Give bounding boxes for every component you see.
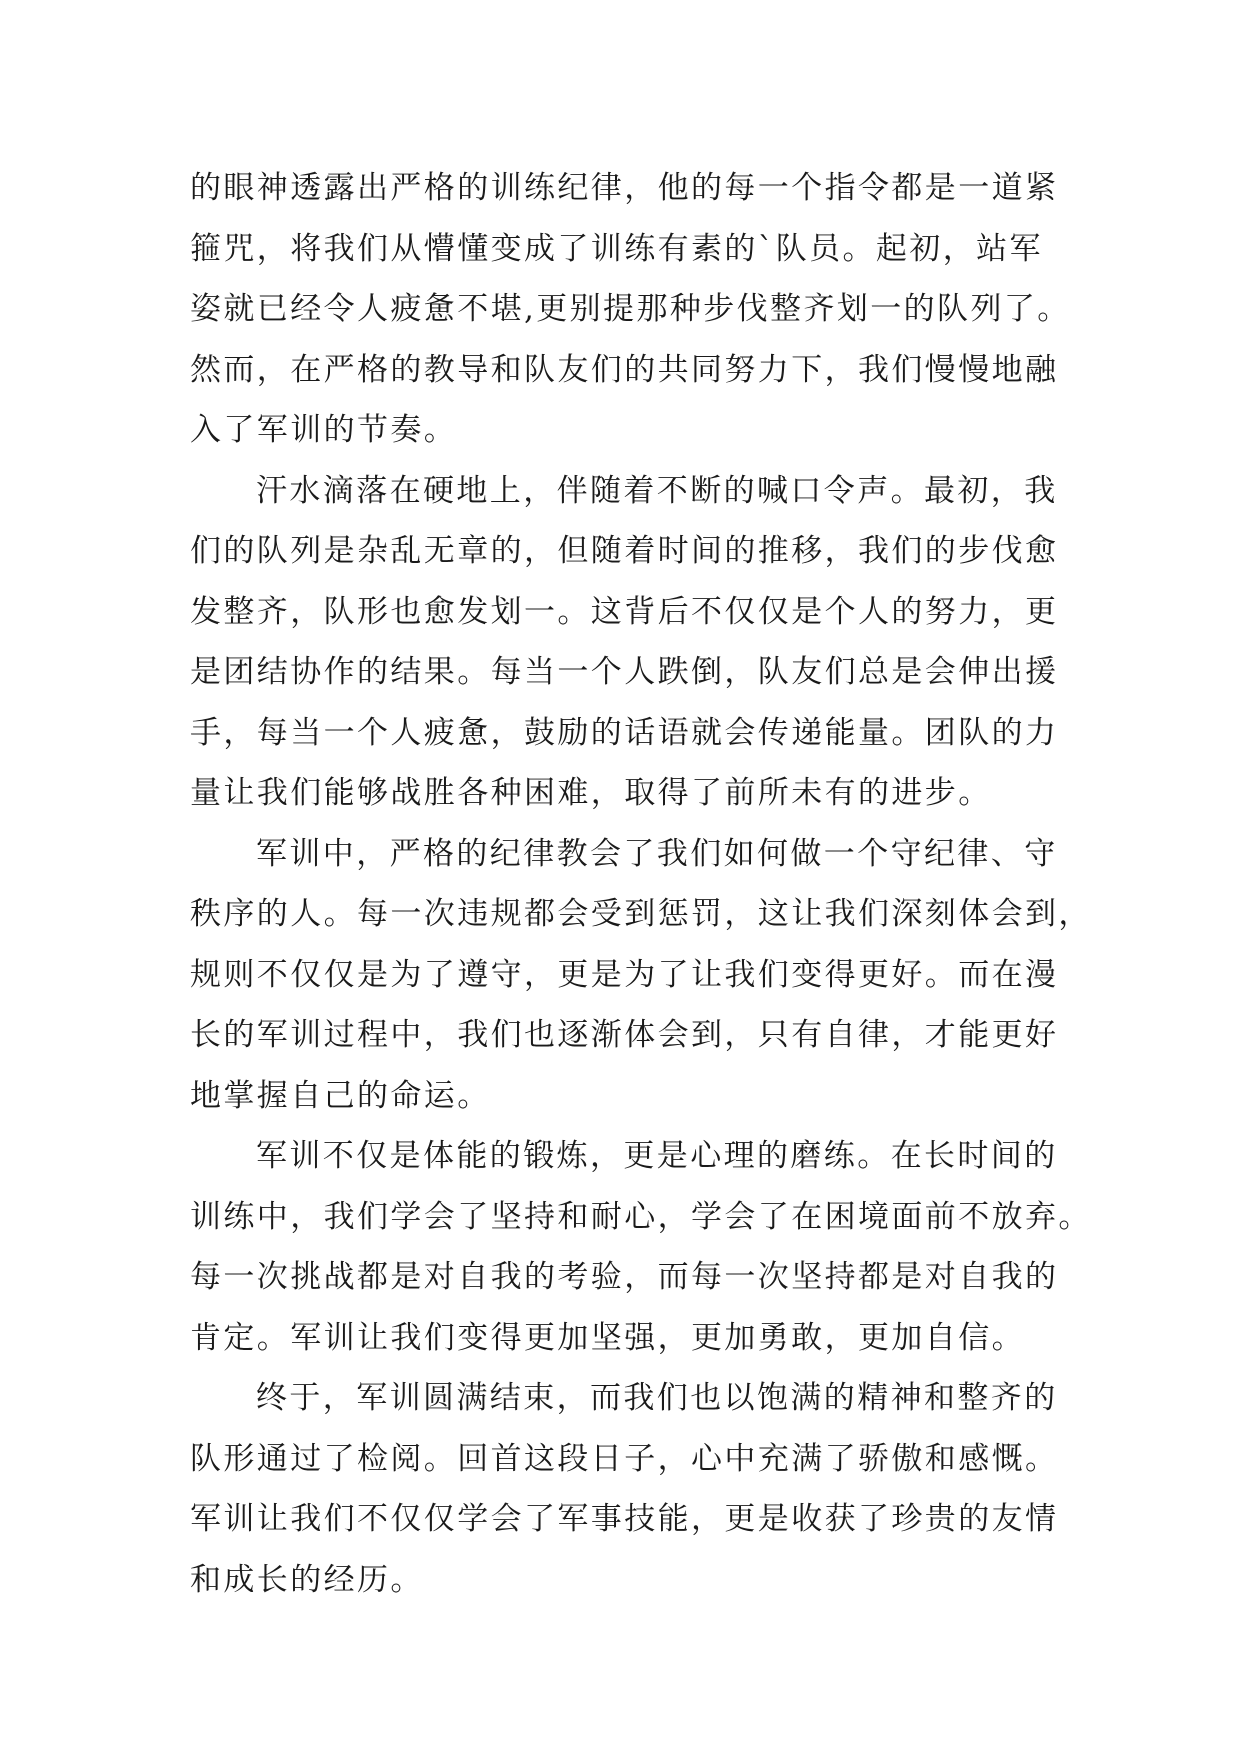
text-line: 是团结协作的结果。每当一个人跌倒，队友们总是会伸出援 xyxy=(190,654,1059,690)
text-line: 入了军训的节奏。 xyxy=(190,412,458,448)
document-body xyxy=(190,158,1090,1610)
text-line: 肯定。军训让我们变得更加坚强，更加勇敢，更加自信。 xyxy=(190,1319,1025,1356)
text-line: 军训让我们不仅仅学会了军事技能，更是收获了珍贵的友情 xyxy=(190,1501,1059,1537)
text-line: 然而，在严格的教导和队友们的共同努力下，我们慢慢地融 xyxy=(190,351,1059,388)
text-line: 规则不仅仅是为了遵守，更是为了让我们变得更好。而在漫 xyxy=(190,956,1059,993)
text-line: 姿就已经令人疲惫不堪,更别提那种步伐整齐划一的队列了。 xyxy=(190,291,1071,327)
text-line: 发整齐，队形也愈发划一。这背后不仅仅是个人的努力，更 xyxy=(190,593,1059,630)
text-line: 和成长的经历。 xyxy=(190,1561,424,1598)
text-line: 秩序的人。每一次违规都会受到惩罚，这让我们深刻体会到， xyxy=(190,896,1092,932)
text-line: 每一次挑战都是对自我的考验，而每一次坚持都是对自我的 xyxy=(190,1259,1059,1295)
text-line: 训练中，我们学会了坚持和耐心，学会了在困境面前不放弃。 xyxy=(190,1198,1092,1235)
text-line: 手，每当一个人疲惫，鼓励的话语就会传递能量。团队的力 xyxy=(190,714,1059,751)
text-line: 箍咒，将我们从懵懂变成了训练有素的`队员。起初，站军 xyxy=(190,230,1043,267)
text-line: 们的队列是杂乱无章的，但随着时间的推移，我们的步伐愈 xyxy=(190,533,1059,569)
paragraph-3 xyxy=(190,824,1090,1127)
text-line: 终于，军训圆满结束，而我们也以饱满的精神和整齐的 xyxy=(256,1380,1058,1416)
paragraph-5 xyxy=(190,1368,1090,1610)
text-line: 队形通过了检阅。回首这段日子，心中充满了骄傲和感慨。 xyxy=(190,1440,1059,1477)
text-line: 的眼神透露出严格的训练纪律，他的每一个指令都是一道紧 xyxy=(190,170,1059,206)
text-line: 军训中，严格的纪律教会了我们如何做一个守纪律、守 xyxy=(256,835,1058,872)
paragraph-4 xyxy=(190,1126,1090,1368)
paragraph-1 xyxy=(190,158,1090,461)
text-line: 军训不仅是体能的锻炼，更是心理的磨练。在长时间的 xyxy=(256,1138,1058,1174)
text-line: 量让我们能够战胜各种困难，取得了前所未有的进步。 xyxy=(190,775,992,811)
text-line: 长的军训过程中，我们也逐渐体会到，只有自律，才能更好 xyxy=(190,1017,1059,1053)
text-line: 地掌握自己的命运。 xyxy=(190,1077,491,1114)
paragraph-2 xyxy=(190,461,1090,824)
text-line: 汗水滴落在硬地上，伴随着不断的喊口令声。最初，我 xyxy=(256,472,1058,509)
